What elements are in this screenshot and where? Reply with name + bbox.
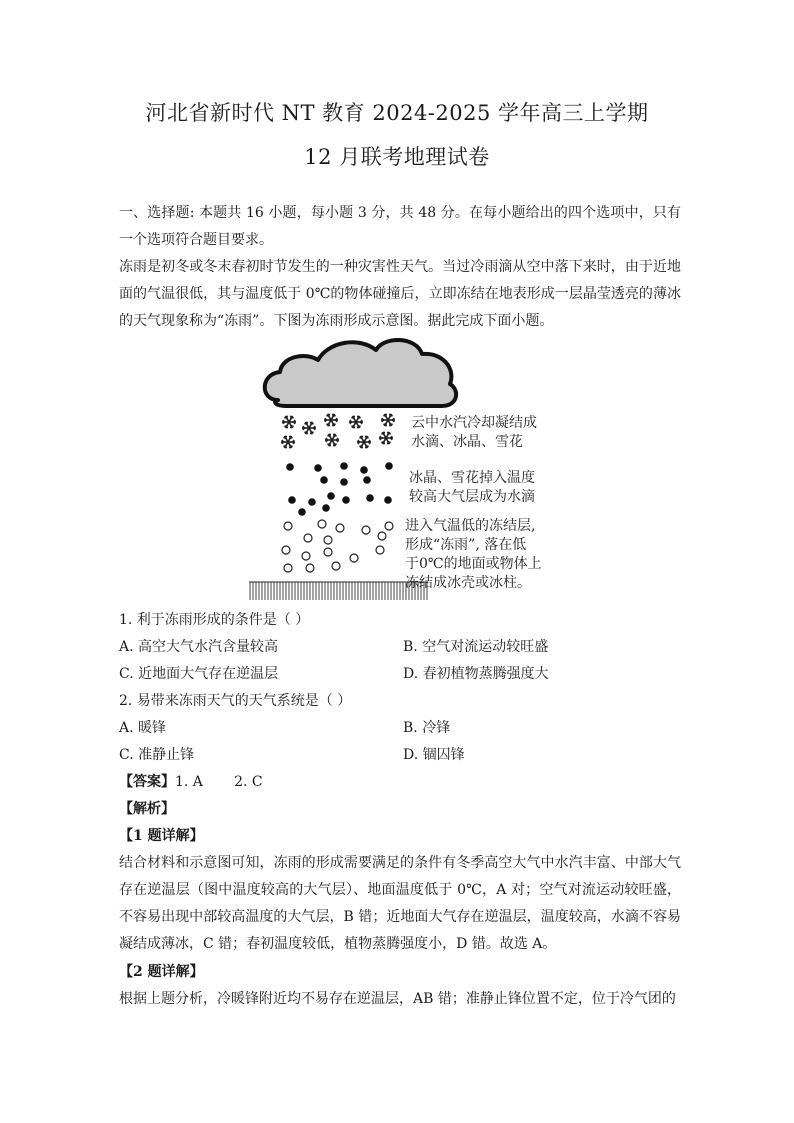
freezing-rain-icon [376,546,384,554]
ground-surface [249,582,428,600]
water-droplet-icon [385,462,393,470]
freezing-rain-icon [318,520,326,528]
snowflake-icon [324,414,338,427]
question-1-detail-text: 结合材料和示意图可知，冻雨的形成需要满足的条件有冬季高空大气中水汽丰富、中部大气存在逆温层（图中温度较高的大气层）、地面温度低于 0℃，A 对；空气对流运动较旺盛，不容易出现中部较高温度的大气层，B 错；近地面大气存在逆温层，温度较高，水滴不容易凝结成薄冰，C 错；春初温度较低，植物蒸腾强度小，D 错。故选 A。 [119,855,681,952]
answer-tag: 【答案】 [119,774,175,790]
section-instruction: 一、选择题: 本题共 16 小题，每小题 3 分，共 48 分。在每小题给出的四个选项中，只有一个选项符合题目要求。 [119,205,681,248]
question-2-option-d: D. 锢囚锋 [403,747,465,763]
freezing-rain-icon [378,532,386,540]
question-1-option-b: B. 空气对流运动较旺盛 [403,639,549,655]
snowflake-icon [282,416,296,429]
freezing-rain-icon [284,522,292,530]
question-2-option-c: C. 准静止锋 [119,747,195,763]
document-title-line-1: 河北省新时代 NT 教育 2024-2025 学年高三上学期 [145,101,649,125]
question-1-detail-tag: 【1 题详解】 [119,828,204,844]
snowflake-icon [349,416,363,429]
water-droplet-icon [342,496,350,504]
water-droplet-icon [384,496,392,504]
cloud-icon [265,340,456,406]
water-droplet-icon [314,464,322,472]
question-2-detail-text: 根据上题分析，冷暖锋附近均不易存在逆温层，AB 错；准静止锋位置不定，位于冷气团的 [119,991,676,1007]
freezing-rain-icon [385,522,393,530]
answer-line [119,772,263,792]
water-droplet-icon [286,463,294,471]
label-freezing-layer: 进入气温低的冻结层, 形成“冻雨”, 落在低 于0℃的地面或物体上 冻结成冰壳或冰柱。 [405,518,542,591]
freezing-rain-icons [282,520,393,572]
freezing-rain-icon [332,562,340,570]
freezing-rain-icon [324,548,332,556]
snowflake-icons [281,414,395,449]
water-droplet-icon [320,476,328,484]
label-cloud-condensation: 云中水汽冷却凝结成 水滴、冰晶、雪花 [411,415,537,450]
freezing-rain-icon [306,564,314,572]
water-droplet-icon [327,492,335,500]
question-1-stem: 1. 利于冻雨形成的条件是（ ） [119,612,310,628]
freezing-rain-icon [336,524,344,532]
question-material: 冻雨是初冬或冬末春初时节发生的一种灾害性天气。当过冷雨滴从空中落下来时，由于近地面的气温很低，其与温度低于 0℃的物体碰撞后，立即冻结在地表形成一层晶莹透亮的薄冰的天气现象称为“冻雨”。下图为冻雨形成示意图。据此完成下面小题。 [119,259,681,329]
water-droplet-icon [288,496,296,504]
water-droplet-icons [286,462,393,516]
question-1-option-c: C. 近地面大气存在逆温层 [119,666,279,682]
snowflake-icon [357,436,371,449]
freezing-rain-icon [284,564,292,572]
snowflake-icon [281,436,295,449]
water-droplet-icon [366,494,374,502]
snowflake-icon [379,432,393,445]
question-2-option-a: A. 暖锋 [119,720,167,736]
freezing-rain-icon [350,554,358,562]
question-1-option-d: D. 春初植物蒸腾强度大 [403,666,549,682]
document-title-line-2: 12 月联考地理试卷 [304,145,490,169]
snowflake-icon [325,434,339,447]
freezing-rain-icon [304,534,312,542]
water-droplet-icon [340,462,348,470]
water-droplet-icon [360,466,368,474]
label-melting-layer: 冰晶、雪花掉入温度 较高大气层成为水滴 [409,470,535,505]
water-droplet-icon [322,504,330,512]
question-2-option-b: B. 冷锋 [403,720,451,736]
freezing-rain-icon [362,526,370,534]
freezing-rain-icon [282,546,290,554]
snowflake-icon [381,414,395,427]
question-2-detail-tag: 【2 题详解】 [119,964,204,980]
water-droplet-icon [298,508,306,516]
freezing-rain-diagram [246,330,566,608]
freezing-rain-icon [324,536,332,544]
answer-text: 1. A 2. C [175,774,263,790]
freezing-rain-icon [302,552,310,560]
water-droplet-icon [308,498,316,506]
question-2-stem: 2. 易带来冻雨天气的天气系统是（ ） [119,693,352,709]
water-droplet-icon [340,478,348,486]
question-1-option-a: A. 高空大气水汽含量较高 [119,639,279,655]
analysis-tag: 【解析】 [119,801,175,817]
water-droplet-icon [363,476,371,484]
snowflake-icon [302,422,316,435]
